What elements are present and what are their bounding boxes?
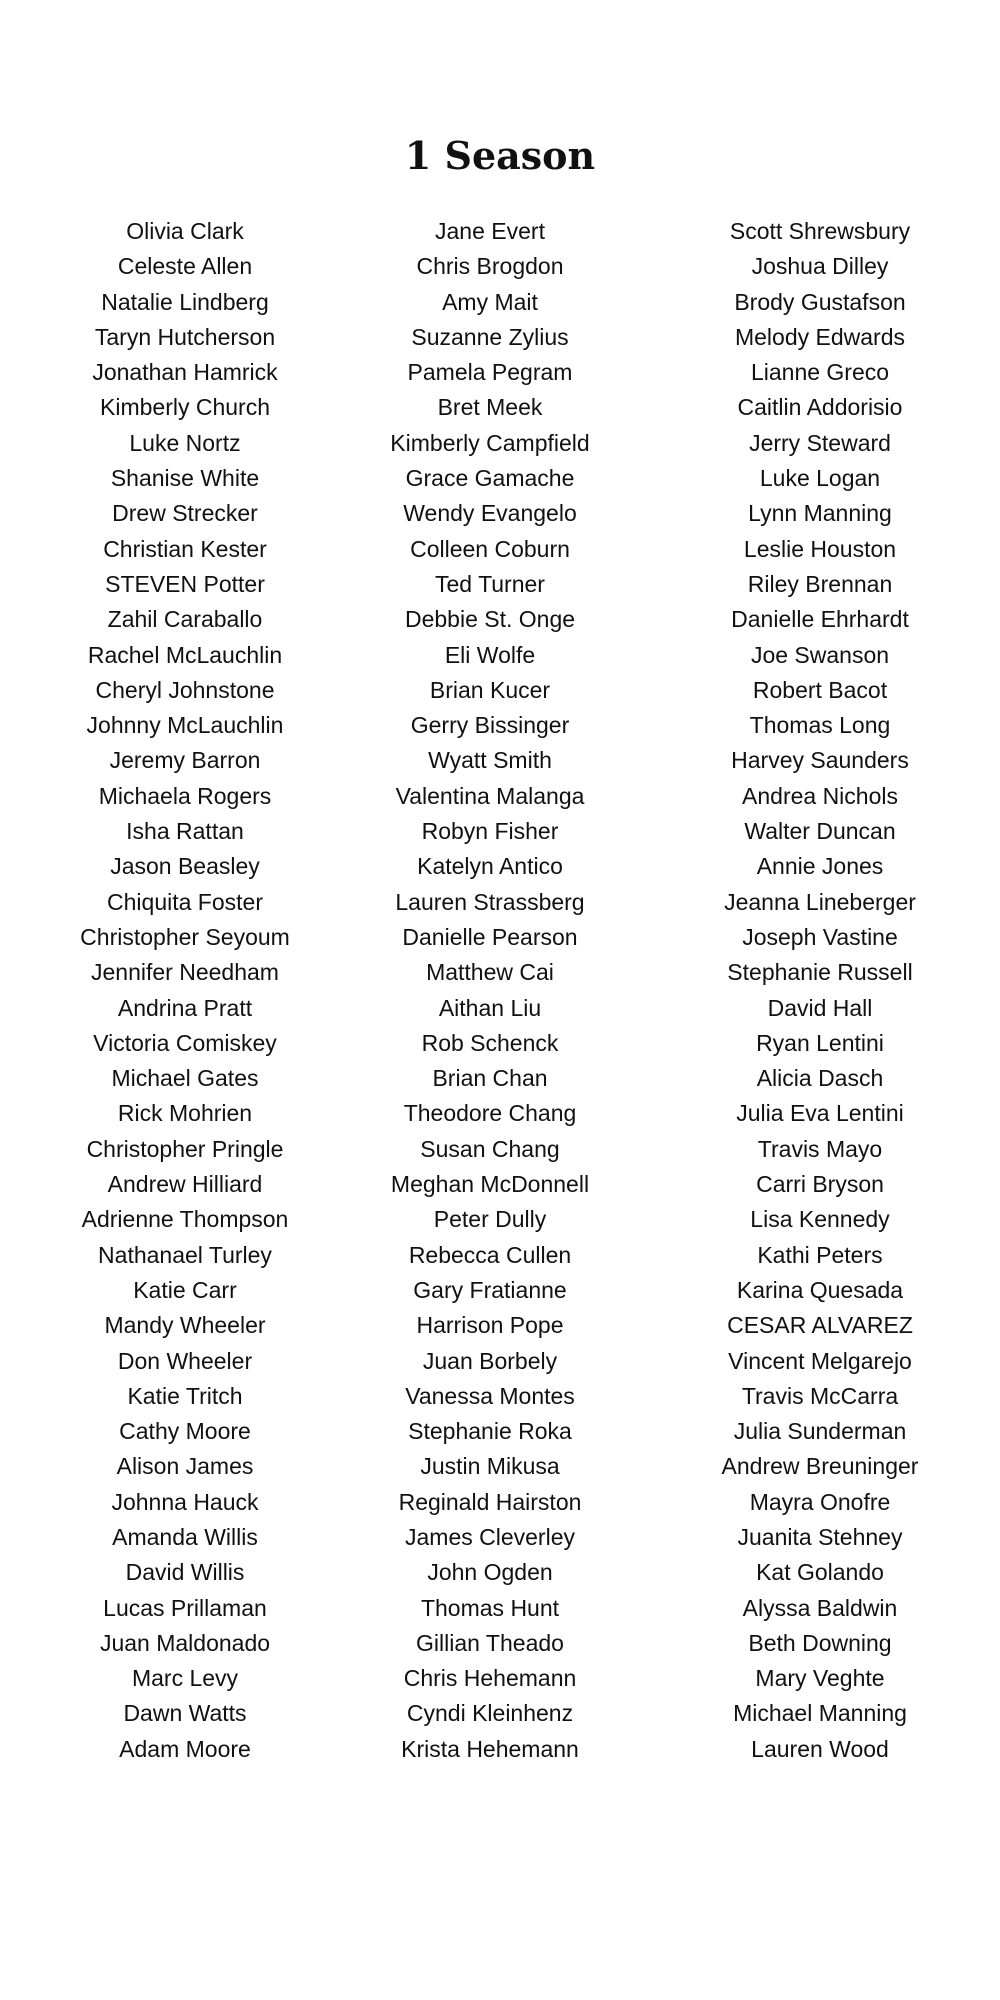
name-entry: Susan Chang <box>420 1135 560 1162</box>
name-entry: Walter Duncan <box>744 818 896 845</box>
name-entry: Taryn Hutcherson <box>94 323 276 350</box>
name-column-3 <box>675 214 965 1767</box>
name-entry: Brody Gustafson <box>734 288 906 315</box>
name-entry: Christopher Pringle <box>86 1135 284 1162</box>
name-entry: John Ogden <box>427 1559 553 1586</box>
name-entry: Peter Dully <box>433 1206 547 1233</box>
name-entry: Vanessa Montes <box>405 1382 575 1409</box>
name-entry: Scott Shrewsbury <box>729 218 911 244</box>
name-entry: Lynn Manning <box>748 500 892 527</box>
name-entry: Chris Brogdon <box>416 253 564 280</box>
name-entry: Meghan McDonnell <box>390 1171 590 1198</box>
name-entry: Shanise White <box>110 465 260 492</box>
name-entry: Gerry Bissinger <box>410 712 570 739</box>
name-entry: Isha Rattan <box>126 818 244 845</box>
name-entry: James Cleverley <box>405 1523 575 1550</box>
name-entry: Rick Mohrien <box>117 1100 253 1127</box>
name-entry: Lauren Wood <box>751 1735 889 1762</box>
name-entry: Cathy Moore <box>119 1418 251 1445</box>
name-entry: Juan Maldonado <box>99 1629 271 1656</box>
name-entry: Michael Manning <box>733 1700 907 1727</box>
name-entry: Ted Turner <box>435 570 545 597</box>
name-entry: Katie Tritch <box>127 1382 243 1409</box>
name-entry: Krista Hehemann <box>401 1735 579 1762</box>
name-entry: Eli Wolfe <box>444 641 536 668</box>
name-entry: Rob Schenck <box>421 1029 559 1056</box>
name-entry: Pamela Pegram <box>407 359 573 386</box>
name-entry: Michaela Rogers <box>98 782 272 809</box>
name-entry: Melody Edwards <box>734 323 906 350</box>
name-entry: Alison James <box>116 1453 254 1480</box>
name-entry: Gillian Theado <box>416 1629 564 1656</box>
name-entry: Kimberly Church <box>100 394 270 421</box>
name-entry: Valentina Malanga <box>395 782 585 809</box>
name-entry: Travis Mayo <box>757 1135 883 1162</box>
name-entry: Don Wheeler <box>117 1347 253 1374</box>
name-entry: Stephanie Roka <box>408 1418 572 1445</box>
name-entry: Stephanie Russell <box>727 959 913 986</box>
name-entry: Harrison Pope <box>416 1312 564 1339</box>
name-entry: Suzanne Zylius <box>411 323 569 350</box>
name-entry: Alicia Dasch <box>756 1065 884 1092</box>
page-title: 1 Season <box>404 133 596 178</box>
name-entry: Luke Logan <box>759 465 881 492</box>
name-entry: Danielle Ehrhardt <box>731 606 909 633</box>
name-entry: Joe Swanson <box>750 641 890 668</box>
name-entry: David Hall <box>767 994 873 1021</box>
name-entry: Andrew Breuninger <box>721 1453 919 1480</box>
name-entry: David Willis <box>125 1559 245 1586</box>
name-entry: Robert Bacot <box>752 676 888 703</box>
name-entry: Mandy Wheeler <box>104 1312 266 1339</box>
name-entry: Nathanael Turley <box>98 1241 272 1268</box>
name-entry: Caitlin Addorisio <box>737 394 903 421</box>
name-entry: Alyssa Baldwin <box>742 1594 898 1621</box>
name-entry: Lauren Strassberg <box>395 888 585 915</box>
name-entry: Brian Kucer <box>429 676 551 703</box>
name-entry: CESAR ALVAREZ <box>727 1312 913 1339</box>
name-entry: Juan Borbely <box>422 1347 558 1374</box>
name-column-2 <box>345 214 635 1767</box>
name-entry: Juanita Stehney <box>737 1523 903 1550</box>
name-entry: Thomas Long <box>749 712 891 739</box>
name-entry: Jane Evert <box>435 218 545 244</box>
name-entry: Andrina Pratt <box>117 994 253 1021</box>
name-entry: Lianne Greco <box>750 359 890 386</box>
name-entry: Julia Eva Lentini <box>736 1100 904 1127</box>
name-entry: Cheryl Johnstone <box>95 676 275 703</box>
name-entry: Chiquita Foster <box>107 888 263 915</box>
name-entry: Rebecca Cullen <box>408 1241 572 1268</box>
name-entry: Wendy Evangelo <box>403 500 577 527</box>
name-entry: Grace Gamache <box>405 465 575 492</box>
name-entry: Kathi Peters <box>757 1241 883 1268</box>
name-entry: Chris Hehemann <box>403 1665 577 1692</box>
name-entry: Jerry Steward <box>749 429 891 456</box>
name-entry: Christopher Seyoum <box>80 923 290 950</box>
name-entry: Jennifer Needham <box>91 959 279 986</box>
name-entry: Jeremy Barron <box>109 747 261 774</box>
name-entry: Debbie St. Onge <box>404 606 576 633</box>
name-entry: Amy Mait <box>442 288 538 315</box>
name-entry: Victoria Comiskey <box>93 1029 277 1056</box>
name-entry: Wyatt Smith <box>428 747 552 774</box>
name-entry: Riley Brennan <box>747 570 893 597</box>
name-entry: Jason Beasley <box>110 853 260 880</box>
name-entry: Bret Meek <box>437 394 543 421</box>
name-entry: Reginald Hairston <box>398 1488 582 1515</box>
name-entry: Amanda Willis <box>112 1523 258 1550</box>
name-entry: Gary Fratianne <box>413 1276 567 1303</box>
name-entry: Kimberly Campfield <box>390 429 590 456</box>
name-entry: Mary Veghte <box>755 1665 885 1692</box>
name-entry: Harvey Saunders <box>731 747 909 774</box>
name-entry: Dawn Watts <box>123 1700 247 1727</box>
name-entry: Michael Gates <box>111 1065 259 1092</box>
name-entry: Luke Nortz <box>129 429 241 456</box>
name-entry: Rachel McLauchlin <box>87 641 283 668</box>
name-entry: Annie Jones <box>756 853 884 880</box>
name-entry: Christian Kester <box>103 535 267 562</box>
name-entry: Beth Downing <box>748 1629 892 1656</box>
name-entry: Adam Moore <box>119 1735 251 1762</box>
name-entry: Danielle Pearson <box>402 923 578 950</box>
name-entry: Lucas Prillaman <box>103 1594 267 1621</box>
name-entry: Celeste Allen <box>117 253 253 280</box>
name-entry: Zahil Caraballo <box>107 606 263 633</box>
name-entry: Joseph Vastine <box>742 923 898 950</box>
name-entry: Theodore Chang <box>403 1100 577 1127</box>
name-entry: Justin Mikusa <box>420 1453 560 1480</box>
name-entry: Drew Strecker <box>112 500 258 527</box>
name-entry: Mayra Onofre <box>749 1488 891 1515</box>
name-entry: Marc Levy <box>131 1665 239 1692</box>
name-entry: Jeanna Lineberger <box>724 888 916 915</box>
name-entry: Karina Quesada <box>736 1276 904 1303</box>
name-entry: Johnny McLauchlin <box>86 712 284 739</box>
name-entry: Olivia Clark <box>126 218 244 244</box>
name-entry: Robyn Fisher <box>421 818 559 845</box>
name-entry: Lisa Kennedy <box>750 1206 890 1233</box>
name-entry: Ryan Lentini <box>756 1029 884 1056</box>
name-entry: Leslie Houston <box>743 535 897 562</box>
name-entry: Colleen Coburn <box>410 535 570 562</box>
name-entry: Katie Carr <box>133 1276 237 1303</box>
name-entry: Brian Chan <box>432 1065 548 1092</box>
name-column-1 <box>40 214 330 1767</box>
name-entry: Joshua Dilley <box>751 253 889 280</box>
name-entry: Carri Bryson <box>756 1171 884 1198</box>
name-entry: STEVEN Potter <box>105 570 265 597</box>
name-entry: Kat Golando <box>756 1559 884 1586</box>
name-entry: Adrienne Thompson <box>81 1206 289 1233</box>
name-entry: Johnna Hauck <box>111 1488 259 1515</box>
name-entry: Travis McCarra <box>741 1382 899 1409</box>
name-entry: Katelyn Antico <box>417 853 563 880</box>
name-entry: Julia Sunderman <box>733 1418 907 1445</box>
name-entry: Cyndi Kleinhenz <box>406 1700 574 1727</box>
name-entry: Natalie Lindberg <box>101 288 269 315</box>
name-entry: Andrea Nichols <box>742 782 898 809</box>
name-entry: Matthew Cai <box>426 959 554 986</box>
name-entry: Jonathan Hamrick <box>92 359 278 386</box>
name-entry: Andrew Hilliard <box>107 1171 263 1198</box>
name-entry: Thomas Hunt <box>420 1594 560 1621</box>
name-entry: Vincent Melgarejo <box>728 1347 912 1374</box>
name-entry: Aithan Liu <box>438 994 542 1021</box>
